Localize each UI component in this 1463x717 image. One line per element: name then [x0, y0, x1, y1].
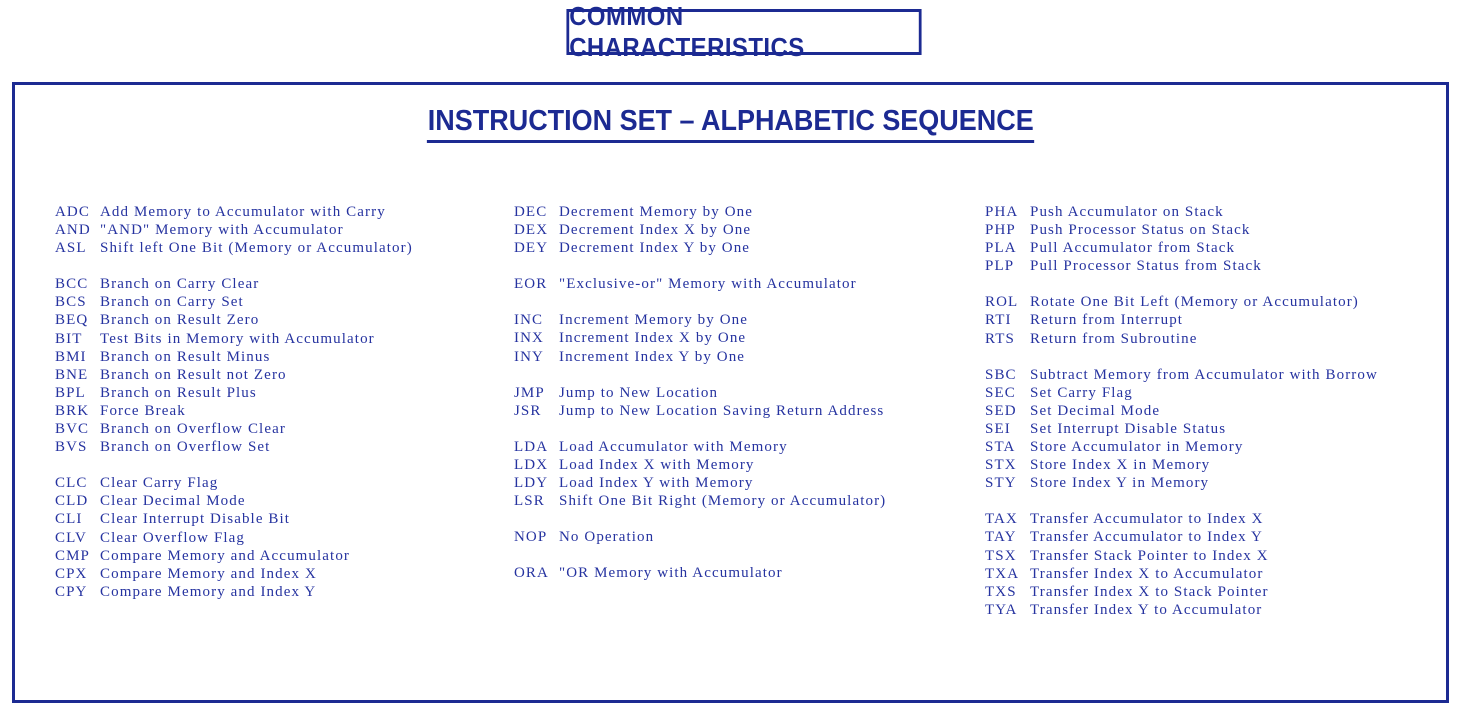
instruction-code: ASL [55, 240, 87, 257]
instruction-code: NOP [514, 529, 548, 546]
instruction-code: BCS [55, 294, 87, 311]
instruction-row [985, 474, 1378, 492]
instruction-group [985, 366, 1378, 493]
instruction-code: LSR [514, 493, 545, 510]
instruction-description: Set Interrupt Disable Status [1030, 420, 1227, 437]
instruction-code: AND [55, 222, 91, 239]
instruction-row [514, 348, 886, 366]
instruction-row [55, 293, 413, 311]
instruction-description: Decrement Index X by One [559, 222, 752, 239]
instruction-description: Transfer Index Y to Accumulator [1030, 601, 1263, 618]
page-title: COMMON CHARACTERISTICS [569, 1, 805, 62]
section-title [15, 105, 1446, 143]
instruction-code: TYA [985, 601, 1018, 618]
instruction-code: DEC [514, 204, 548, 220]
instruction-row [985, 203, 1378, 221]
instruction-description: Shift One Bit Right (Memory or Accumulator) [559, 493, 887, 510]
instruction-row [514, 221, 886, 239]
instruction-row [985, 402, 1378, 420]
instruction-row [985, 420, 1378, 438]
instruction-description: Set Carry Flag [1030, 384, 1133, 401]
instruction-description: Load Index X with Memory [559, 456, 755, 473]
instruction-column-2 [514, 203, 886, 600]
instruction-row [55, 221, 413, 239]
instruction-group [55, 474, 413, 601]
instruction-row [985, 311, 1378, 329]
instruction-row [514, 474, 886, 492]
instruction-code: ORA [514, 565, 549, 582]
instruction-description: Rotate One Bit Left (Memory or Accumulator) [1030, 294, 1359, 311]
instruction-code: LDA [514, 438, 549, 455]
instruction-description: Branch on Overflow Set [100, 439, 271, 456]
instruction-code: CLV [55, 529, 87, 546]
instruction-description: Test Bits in Memory with Accumulator [100, 330, 375, 347]
instruction-description: Pull Accumulator from Stack [1030, 240, 1236, 257]
instruction-description: Branch on Result not Zero [100, 366, 287, 383]
instruction-description: Branch on Carry Set [100, 294, 244, 311]
instruction-row [55, 492, 413, 510]
instruction-group [514, 564, 886, 582]
instruction-description: Compare Memory and Index Y [100, 583, 317, 600]
instruction-code: BMI [55, 348, 87, 365]
instruction-row [985, 384, 1378, 402]
instruction-description: Store Accumulator in Memory [1030, 439, 1244, 456]
instruction-row [514, 402, 886, 420]
instruction-group [514, 438, 886, 510]
instruction-code: SEC [985, 384, 1016, 401]
instruction-code: INY [514, 348, 544, 365]
instruction-description: Return from Subroutine [1030, 330, 1198, 347]
instruction-group [55, 275, 413, 456]
instruction-group [985, 293, 1378, 347]
instruction-code: LDY [514, 475, 549, 492]
instruction-column-1 [55, 203, 413, 619]
instruction-row [55, 420, 413, 438]
instruction-code: PLP [985, 258, 1015, 275]
instruction-row [985, 583, 1378, 601]
instruction-row [55, 474, 413, 492]
instruction-description: Increment Memory by One [559, 312, 748, 329]
instruction-code: PLA [985, 240, 1017, 257]
instruction-row [55, 438, 413, 456]
instruction-code: CLD [55, 493, 89, 510]
instruction-code: TXA [985, 565, 1020, 582]
instruction-row [514, 384, 886, 402]
instruction-code: STX [985, 457, 1017, 474]
instruction-description: Branch on Carry Clear [100, 276, 260, 293]
instruction-row [985, 528, 1378, 546]
instruction-code: DEY [514, 240, 549, 257]
instruction-row [985, 366, 1378, 384]
instruction-description: Transfer Index X to Accumulator [1030, 565, 1264, 582]
instruction-description: Set Decimal Mode [1030, 402, 1161, 419]
instruction-description: Compare Memory and Accumulator [100, 547, 351, 564]
instruction-set-panel [12, 82, 1449, 703]
instruction-group [985, 510, 1378, 619]
instruction-row [985, 456, 1378, 474]
instruction-description: Clear Decimal Mode [100, 493, 246, 510]
instruction-row [514, 329, 886, 347]
instruction-code: BRK [55, 402, 90, 419]
instruction-row [514, 275, 886, 293]
instruction-row [55, 330, 413, 348]
instruction-description: Branch on Overflow Clear [100, 421, 286, 438]
instruction-description: Compare Memory and Index X [100, 565, 317, 582]
instruction-code: SEI [985, 420, 1011, 437]
instruction-group [985, 203, 1378, 275]
instruction-row [55, 402, 413, 420]
instruction-code: INC [514, 312, 544, 329]
instruction-row [985, 293, 1378, 311]
instruction-description: Transfer Stack Pointer to Index X [1030, 547, 1269, 564]
instruction-row [55, 565, 413, 583]
instruction-row [55, 384, 413, 402]
instruction-row [55, 510, 413, 528]
instruction-code: STA [985, 439, 1016, 456]
instruction-column-3 [985, 203, 1378, 637]
instruction-row [985, 239, 1378, 257]
instruction-description: Subtract Memory from Accumulator with Borrow [1030, 366, 1378, 383]
instruction-code: TAY [985, 529, 1017, 546]
instruction-row [985, 510, 1378, 528]
instruction-code: RTI [985, 312, 1012, 329]
instruction-row [985, 601, 1378, 619]
instruction-row [985, 330, 1378, 348]
instruction-row [514, 564, 886, 582]
instruction-code: BPL [55, 384, 86, 401]
instruction-row [514, 456, 886, 474]
instruction-code: BCC [55, 276, 89, 293]
instruction-code: JSR [514, 402, 542, 419]
instruction-row [55, 547, 413, 565]
instruction-code: TAX [985, 511, 1018, 528]
instruction-description: Decrement Index Y by One [559, 240, 751, 257]
instruction-description: Transfer Index X to Stack Pointer [1030, 583, 1269, 600]
instruction-description: Pull Processor Status from Stack [1030, 258, 1262, 275]
instruction-description: Force Break [100, 402, 186, 419]
instruction-description: Branch on Result Minus [100, 348, 271, 365]
instruction-row [985, 438, 1378, 456]
instruction-code: PHA [985, 204, 1019, 220]
instruction-description: Jump to New Location [559, 384, 719, 401]
instruction-code: ROL [985, 294, 1019, 311]
instruction-code: RTS [985, 330, 1015, 347]
instruction-description: Decrement Memory by One [559, 204, 753, 220]
instruction-description: Increment Index Y by One [559, 348, 746, 365]
instruction-row [55, 348, 413, 366]
instruction-code: STY [985, 475, 1017, 492]
instruction-group [514, 275, 886, 293]
instruction-description: Branch on Result Plus [100, 384, 257, 401]
instruction-code: BIT [55, 330, 83, 347]
instruction-row [985, 547, 1378, 565]
instruction-row [55, 529, 413, 547]
instruction-code: ADC [55, 204, 90, 220]
instruction-code: CPY [55, 583, 88, 600]
instruction-code: PHP [985, 222, 1016, 239]
instruction-code: INX [514, 330, 544, 347]
instruction-description: Clear Interrupt Disable Bit [100, 511, 291, 528]
instruction-row [514, 438, 886, 456]
instruction-code: SED [985, 402, 1017, 419]
instruction-description: No Operation [559, 529, 655, 546]
instruction-group [514, 528, 886, 546]
instruction-description: Increment Index X by One [559, 330, 747, 347]
instruction-row [985, 257, 1378, 275]
instruction-code: JMP [514, 384, 545, 401]
instruction-row [514, 311, 886, 329]
instruction-row [55, 203, 413, 221]
instruction-description: "OR Memory with Accumulator [559, 565, 783, 582]
instruction-code: BVS [55, 439, 88, 456]
instruction-group [514, 311, 886, 365]
instruction-description: "AND" Memory with Accumulator [100, 222, 344, 239]
instruction-code: EOR [514, 276, 548, 293]
instruction-description: Transfer Accumulator to Index Y [1030, 529, 1263, 546]
instruction-row [55, 583, 413, 601]
instruction-description: Store Index Y in Memory [1030, 475, 1210, 492]
instruction-code: BVC [55, 421, 90, 438]
instruction-row [55, 311, 413, 329]
instruction-code: BEQ [55, 312, 89, 329]
instruction-description: Push Accumulator on Stack [1030, 204, 1224, 220]
instruction-description: Load Index Y with Memory [559, 475, 754, 492]
instruction-row [55, 239, 413, 257]
instruction-description: Store Index X in Memory [1030, 457, 1211, 474]
instruction-description: Load Accumulator with Memory [559, 438, 788, 455]
instruction-row [55, 275, 413, 293]
instruction-row [514, 492, 886, 510]
instruction-code: TXS [985, 583, 1017, 600]
instruction-code: DEX [514, 222, 549, 239]
instruction-group [514, 203, 886, 257]
instruction-description: Jump to New Location Saving Return Address [559, 402, 885, 419]
instruction-description: Transfer Accumulator to Index X [1030, 511, 1264, 528]
instruction-code: CLI [55, 511, 83, 528]
instruction-row [55, 366, 413, 384]
instruction-code: LDX [514, 456, 549, 473]
section-title-text: INSTRUCTION SET – ALPHABETIC SEQUENCE [427, 105, 1035, 143]
instruction-row [514, 528, 886, 546]
instruction-row [514, 203, 886, 221]
instruction-group [55, 203, 413, 257]
instruction-group [514, 384, 886, 420]
instruction-code: SBC [985, 366, 1017, 383]
instruction-code: CPX [55, 565, 88, 582]
instruction-description: Clear Carry Flag [100, 475, 219, 492]
instruction-description: Branch on Result Zero [100, 312, 260, 329]
instruction-description: Return from Interrupt [1030, 312, 1184, 329]
page-title-box [566, 1, 921, 62]
instruction-description: "Exclusive-or" Memory with Accumulator [559, 276, 857, 293]
instruction-row [985, 221, 1378, 239]
instruction-description: Push Processor Status on Stack [1030, 222, 1251, 239]
instruction-description: Clear Overflow Flag [100, 529, 246, 546]
instruction-code: TSX [985, 547, 1017, 564]
instruction-description: Shift left One Bit (Memory or Accumulator) [100, 240, 413, 257]
instruction-description: Add Memory to Accumulator with Carry [100, 204, 386, 220]
instruction-code: CMP [55, 547, 90, 564]
instruction-row [985, 565, 1378, 583]
instruction-row [514, 239, 886, 257]
instruction-code: CLC [55, 475, 88, 492]
instruction-code: BNE [55, 366, 89, 383]
